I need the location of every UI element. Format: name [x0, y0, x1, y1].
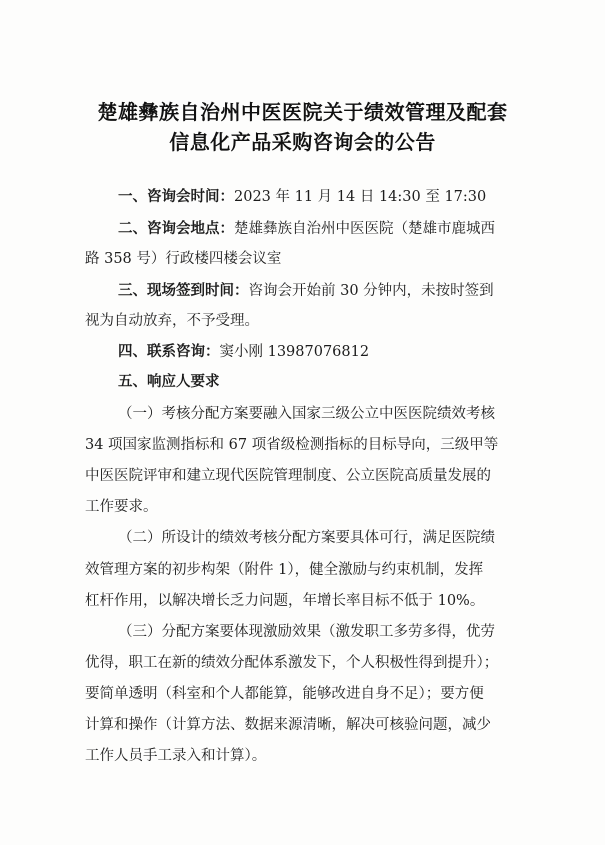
paragraph-2-line-1: （二）所设计的绩效考核分配方案要具体可行，满足医院绩 — [118, 530, 495, 546]
section-4-contact — [118, 342, 548, 362]
section-5-heading: 五、响应人要求 — [118, 374, 220, 390]
document-title-line-1: 楚雄彝族自治州中医医院关于绩效管理及配套 — [97, 100, 508, 124]
section-2-heading: 二、咨询会地点： — [118, 221, 234, 237]
section-1-heading: 一、咨询会时间： — [118, 189, 234, 205]
paragraph-3-line-3: 要简单透明（科室和个人都能算，能够改进自身不足）；要方便 — [85, 686, 484, 702]
section-3-text-line-1: 咨询会开始前 30 分钟内，未按时签到 — [248, 283, 494, 299]
paragraph-1-line-4: 工作要求。 — [85, 499, 158, 515]
paragraph-3-line-1: （三）分配方案要体现激励效果（激发职工多劳多得，优劳 — [118, 624, 495, 640]
paragraph-1-line-3: 中医医院评审和建立现代医院管理制度、公立医院高质量发展的 — [85, 468, 491, 484]
section-2-text-line-1: 楚雄彝族自治州中医医院（楚雄市鹿城西 — [234, 221, 495, 237]
section-2-location — [118, 219, 548, 239]
section-4-text: 窦小刚 13987076812 — [219, 344, 370, 360]
section-3-text-line-2: 视为自动放弃，不予受理。 — [85, 313, 259, 329]
paragraph-3-line-4: 计算和操作（计算方法、数据来源清晰，解决可核验问题，减少 — [85, 717, 491, 733]
paragraph-1-line-1: （一）考核分配方案要融入国家三级公立中医医院绩效考核 — [118, 406, 495, 422]
section-1-time — [118, 187, 548, 207]
section-3-heading: 三、现场签到时间： — [118, 283, 249, 299]
section-1-text: 2023 年 11 月 14 日 14:30 至 17:30 — [234, 189, 487, 205]
document-title-line-2: 信息化产品采购咨询会的公告 — [169, 130, 436, 154]
section-3-signin — [118, 281, 548, 301]
paragraph-2-line-3: 杠杆作用，以解决增长乏力问题，年增长率目标不低于 10%。 — [85, 593, 485, 609]
paragraph-1-line-2: 34 项国家监测指标和 67 项省级检测指标的目标导向，三级甲等 — [85, 437, 499, 453]
paragraph-3-line-2: 优得，职工在新的绩效分配体系激发下，个人积极性得到提升）； — [85, 655, 499, 671]
paragraph-3-line-5: 工作人员手工录入和计算）。 — [85, 748, 267, 764]
section-4-heading: 四、联系咨询： — [118, 344, 220, 360]
paragraph-2-line-2: 效管理方案的初步构架（附件 1），健全激励与约束机制，发挥 — [85, 562, 484, 578]
section-2-text-line-2: 路 358 号）行政楼四楼会议室 — [85, 251, 282, 267]
